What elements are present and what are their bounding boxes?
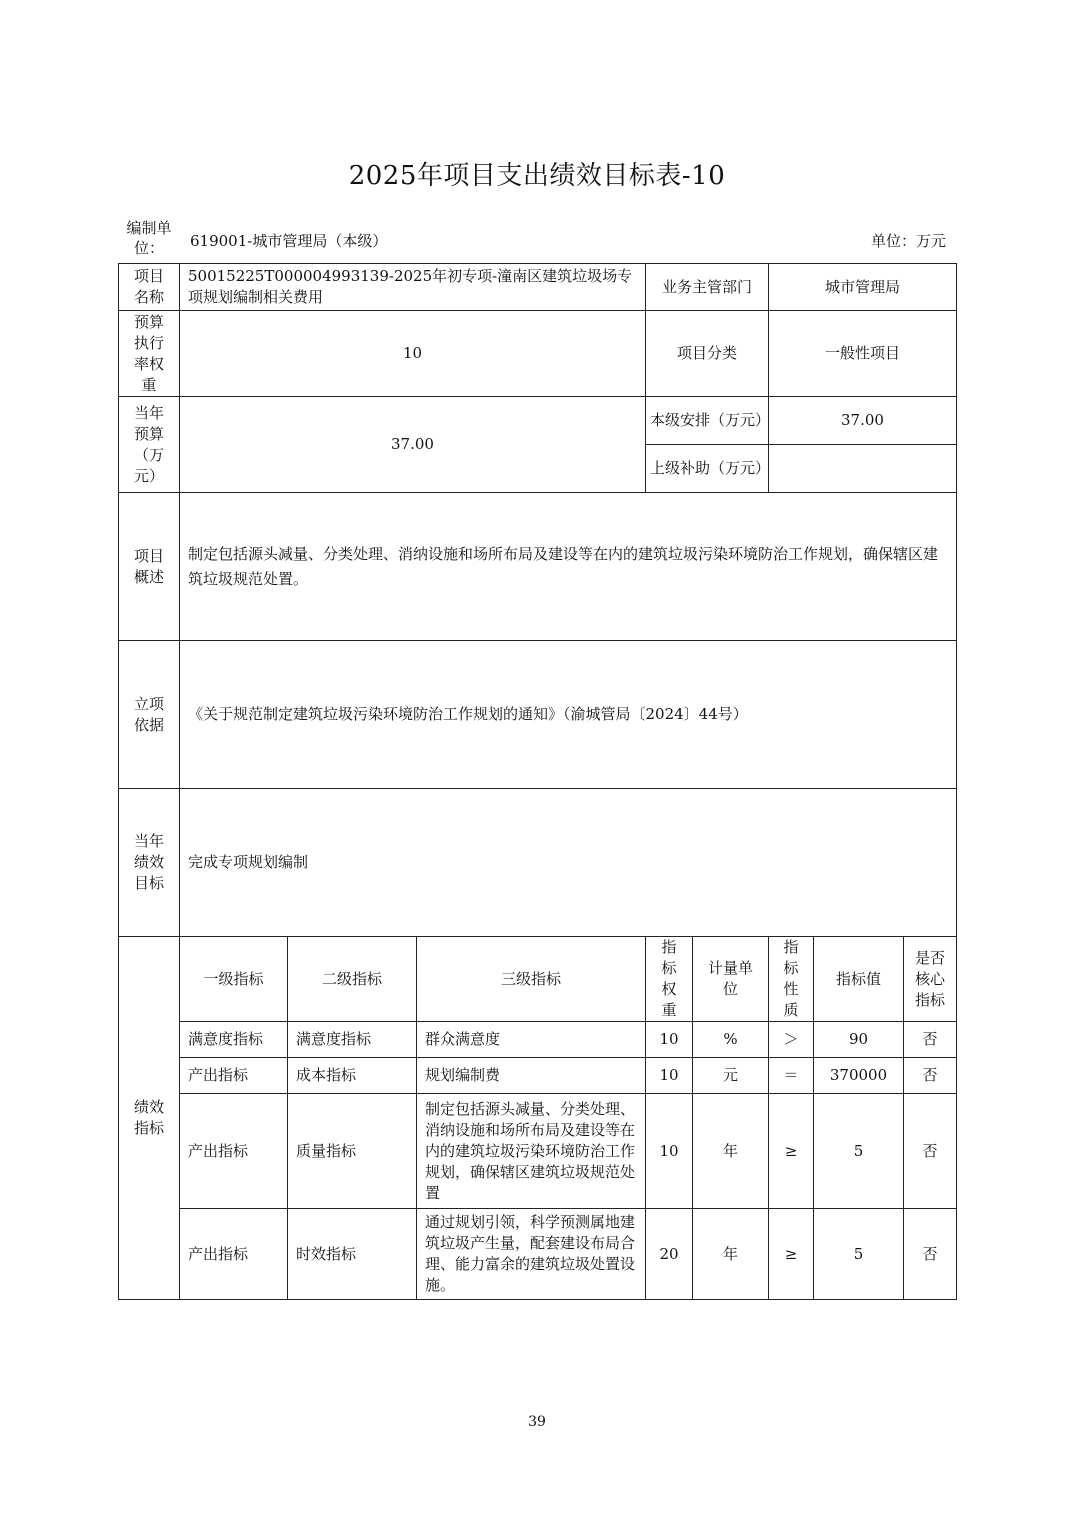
header-level3: 三级指标 <box>416 936 646 1022</box>
row3-nature: ≥ <box>768 1093 814 1209</box>
project-name: 50015225T000004993139-2025年初专项-潼南区建筑垃圾场专项规划编制相关费用 <box>179 263 646 311</box>
superior-value <box>768 444 957 493</box>
overview-text: 制定包括源头减量、分类处理、消纳设施和场所布局及建设等在内的建筑垃圾污染环境防治工作规划，确保辖区建筑垃圾规范处置。 <box>179 492 957 641</box>
indicators-label: 绩效指标 <box>118 936 180 1300</box>
row3-level1: 产出指标 <box>179 1093 288 1209</box>
weight-label: 预算执行率权重 <box>118 310 180 397</box>
row4-level3: 通过规划引领，科学预测属地建筑垃圾产生量，配套建设布局合理、能力富余的建筑垃圾处置设施。 <box>416 1208 646 1300</box>
unit-name: 619001-城市管理局（本级） <box>190 232 388 250</box>
weight-value: 10 <box>179 310 646 397</box>
header-level1: 一级指标 <box>179 936 288 1022</box>
row1-core: 否 <box>903 1021 957 1058</box>
row1-nature: ＞ <box>768 1021 814 1058</box>
category-label: 项目分类 <box>645 310 769 397</box>
row2-unit: 元 <box>692 1057 769 1094</box>
row3-weight: 10 <box>645 1093 693 1209</box>
row4-nature: ≥ <box>768 1208 814 1300</box>
page-title: 2025年项目支出绩效目标表-10 <box>348 161 726 191</box>
row4-value: 5 <box>813 1208 904 1300</box>
budget-value: 37.00 <box>179 396 646 493</box>
row4-level1: 产出指标 <box>179 1208 288 1300</box>
row2-level3: 规划编制费 <box>416 1057 646 1094</box>
local-value: 37.00 <box>768 396 957 445</box>
header-core: 是否核心指标 <box>903 936 957 1022</box>
dept-value: 城市管理局 <box>768 263 957 311</box>
row3-level2: 质量指标 <box>287 1093 417 1209</box>
header-value: 指标值 <box>813 936 904 1022</box>
project-name-label: 项目名称 <box>118 263 180 311</box>
superior-label: 上级补助（万元） <box>645 444 769 493</box>
header-nature: 指标性质 <box>768 936 814 1022</box>
row2-value: 370000 <box>813 1057 904 1094</box>
row4-weight: 20 <box>645 1208 693 1300</box>
basis-label: 立项依据 <box>118 640 180 789</box>
row4-level2: 时效指标 <box>287 1208 417 1300</box>
dept-label: 业务主管部门 <box>645 263 769 311</box>
unit-label: 编制单位： <box>126 219 172 257</box>
row2-weight: 10 <box>645 1057 693 1094</box>
row1-weight: 10 <box>645 1021 693 1058</box>
row3-value: 5 <box>813 1093 904 1209</box>
currency-unit: 单位：万元 <box>870 232 946 250</box>
row3-level3: 制定包括源头减量、分类处理、消纳设施和场所布局及建设等在内的建筑垃圾污染环境防治工作规划，确保辖区建筑垃圾规范处置 <box>416 1093 646 1209</box>
overview-label: 项目概述 <box>118 492 180 641</box>
row1-unit: % <box>692 1021 769 1058</box>
page-number: 39 <box>528 1414 546 1430</box>
row4-unit: 年 <box>692 1208 769 1300</box>
local-label: 本级安排（万元） <box>645 396 769 445</box>
row4-core: 否 <box>903 1208 957 1300</box>
row3-unit: 年 <box>692 1093 769 1209</box>
row1-level2: 满意度指标 <box>287 1021 417 1058</box>
row1-level3: 群众满意度 <box>416 1021 646 1058</box>
row2-level1: 产出指标 <box>179 1057 288 1094</box>
row2-nature: ＝ <box>768 1057 814 1094</box>
row2-level2: 成本指标 <box>287 1057 417 1094</box>
header-level2: 二级指标 <box>287 936 417 1022</box>
budget-label: 当年预算（万元） <box>118 396 180 493</box>
header-unit: 计量单位 <box>692 936 769 1022</box>
goal-text: 完成专项规划编制 <box>179 788 957 937</box>
goal-label: 当年绩效目标 <box>118 788 180 937</box>
row1-value: 90 <box>813 1021 904 1058</box>
basis-text: 《关于规范制定建筑垃圾污染环境防治工作规划的通知》（渝城管局〔2024〕44号） <box>179 640 957 789</box>
header-weight: 指标权重 <box>645 936 693 1022</box>
row1-level1: 满意度指标 <box>179 1021 288 1058</box>
row3-core: 否 <box>903 1093 957 1209</box>
row2-core: 否 <box>903 1057 957 1094</box>
category-value: 一般性项目 <box>768 310 957 397</box>
